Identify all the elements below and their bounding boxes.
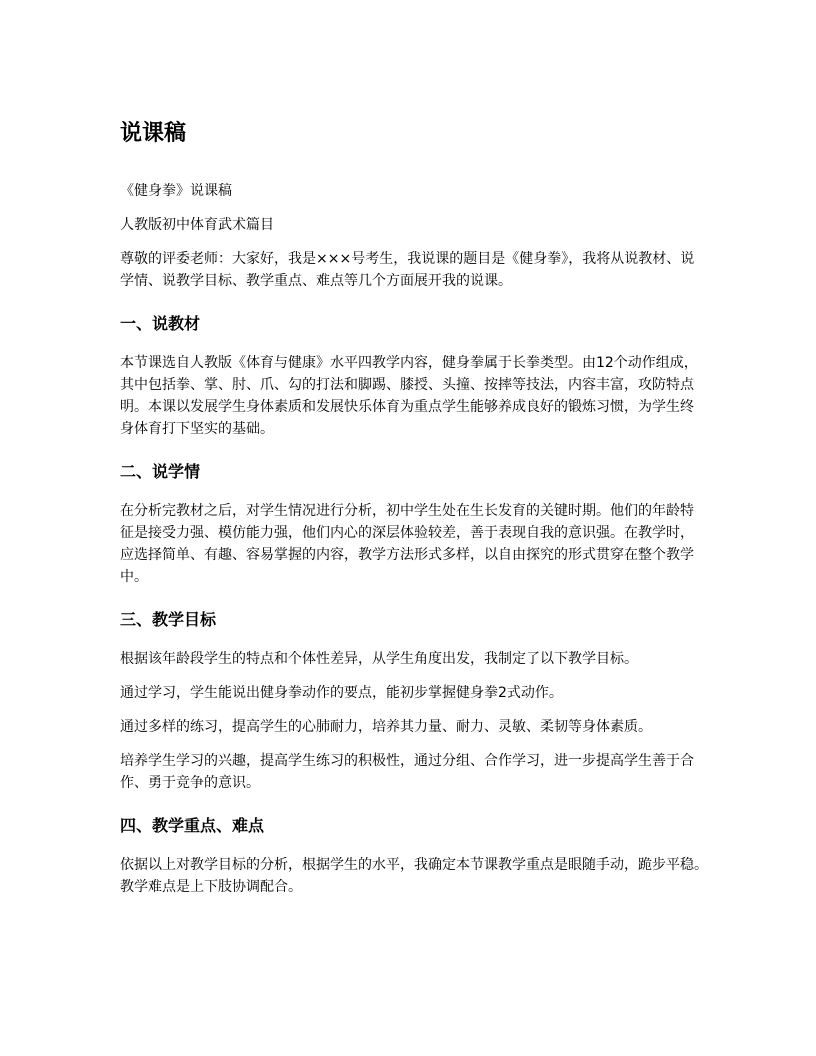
- section-objectives: [120, 608, 710, 794]
- intro-paragraph: 尊敬的评委老师：大家好，我是×××号考生，我说课的题目是《健身拳》，我将从说教材、说学情、说教学目标、教学重点、难点等几个方面展开我的说课。: [120, 251, 695, 289]
- section-paragraph: 通过学习，学生能说出健身拳动作的要点，能初步掌握健身拳2式动作。: [120, 685, 563, 701]
- document-page: [120, 118, 710, 910]
- section-heading: 四、教学重点、难点: [120, 816, 265, 835]
- section-learners: [120, 460, 710, 588]
- section-key-points: [120, 814, 710, 898]
- section-textbook: [120, 312, 710, 440]
- document-title: 说课稿: [120, 121, 187, 146]
- document-source: 人教版初中体育武术篇目: [120, 217, 274, 233]
- section-paragraph: 培养学生学习的兴趣，提高学生练习的积极性，通过分组、合作学习，进一步提高学生善于合作、勇于竞争的意识。: [120, 753, 694, 791]
- section-paragraph: 依据以上对教学目标的分析，根据学生的水平，我确定本节课教学重点是眼随手动，跪步平稳。教学难点是上下肢协调配合。: [120, 857, 708, 895]
- section-heading: 三、教学目标: [120, 610, 217, 629]
- section-paragraph: 根据该年龄段学生的特点和个体性差异，从学生角度出发，我制定了以下教学目标。: [120, 651, 638, 667]
- section-paragraph: 本节课选自人教版《体育与健康》水平四教学内容，健身拳属于长拳类型。由12个动作组成，其中包括拳、掌、肘、爪、勾的打法和脚踢、膝授、头撞、按摔等技法，内容丰富，攻防特点明。本课以发展学生身体素质和发展快乐体育为重点学生能够养成良好的锻炼习惯，为学生终身体育打下坚实的基础。: [120, 355, 698, 437]
- section-paragraph: 在分析完教材之后，对学生情况进行分析，初中学生处在生长发育的关键时期。他们的年龄特征是接受力强、模仿能力强，他们内心的深层体验较差，善于表现自我的意识强。在教学时，应选择简单、有趣、容易掌握的内容，教学方法形式多样，以自由探究的形式贯穿在整个教学中。: [120, 503, 694, 585]
- section-paragraph: 通过多样的练习，提高学生的心肺耐力，培养其力量、耐力、灵敏、柔韧等身体素质。: [120, 719, 652, 735]
- section-heading: 一、说教材: [120, 314, 201, 333]
- document-subtitle: 《健身拳》说课稿: [120, 183, 232, 199]
- section-heading: 二、说学情: [120, 462, 201, 481]
